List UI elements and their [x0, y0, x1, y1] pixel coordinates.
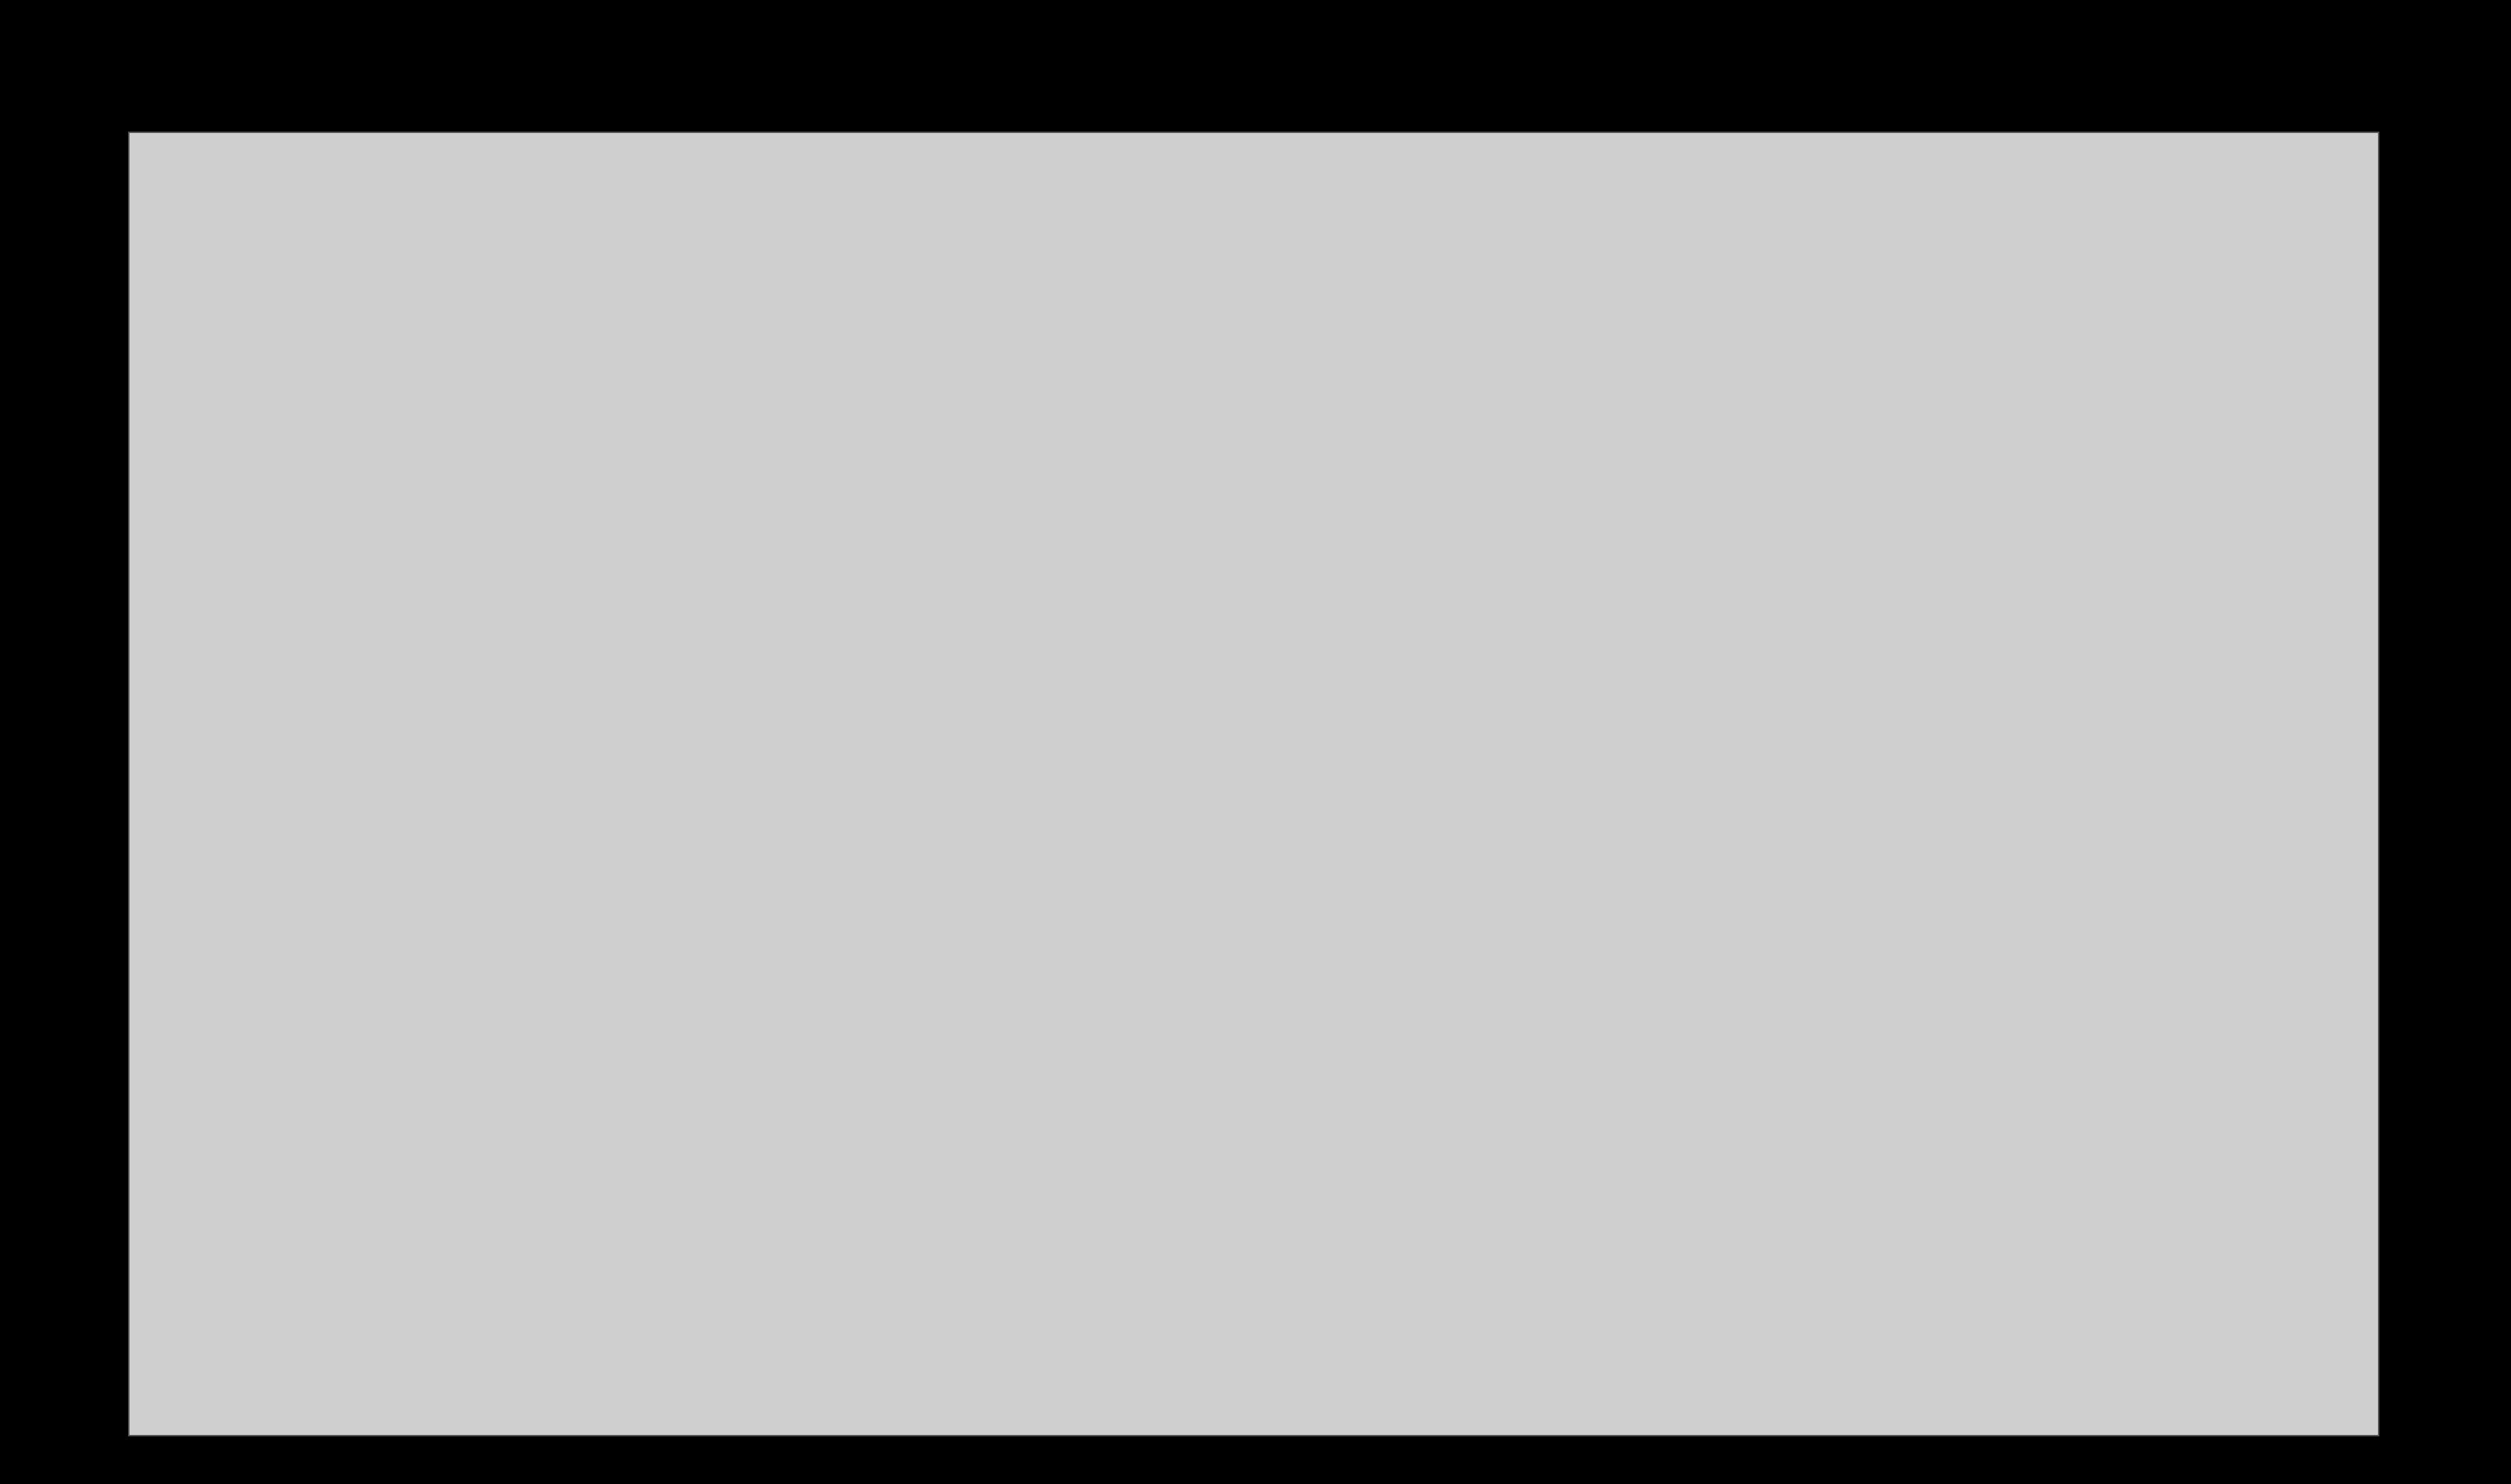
census-card — [128, 132, 2379, 1436]
